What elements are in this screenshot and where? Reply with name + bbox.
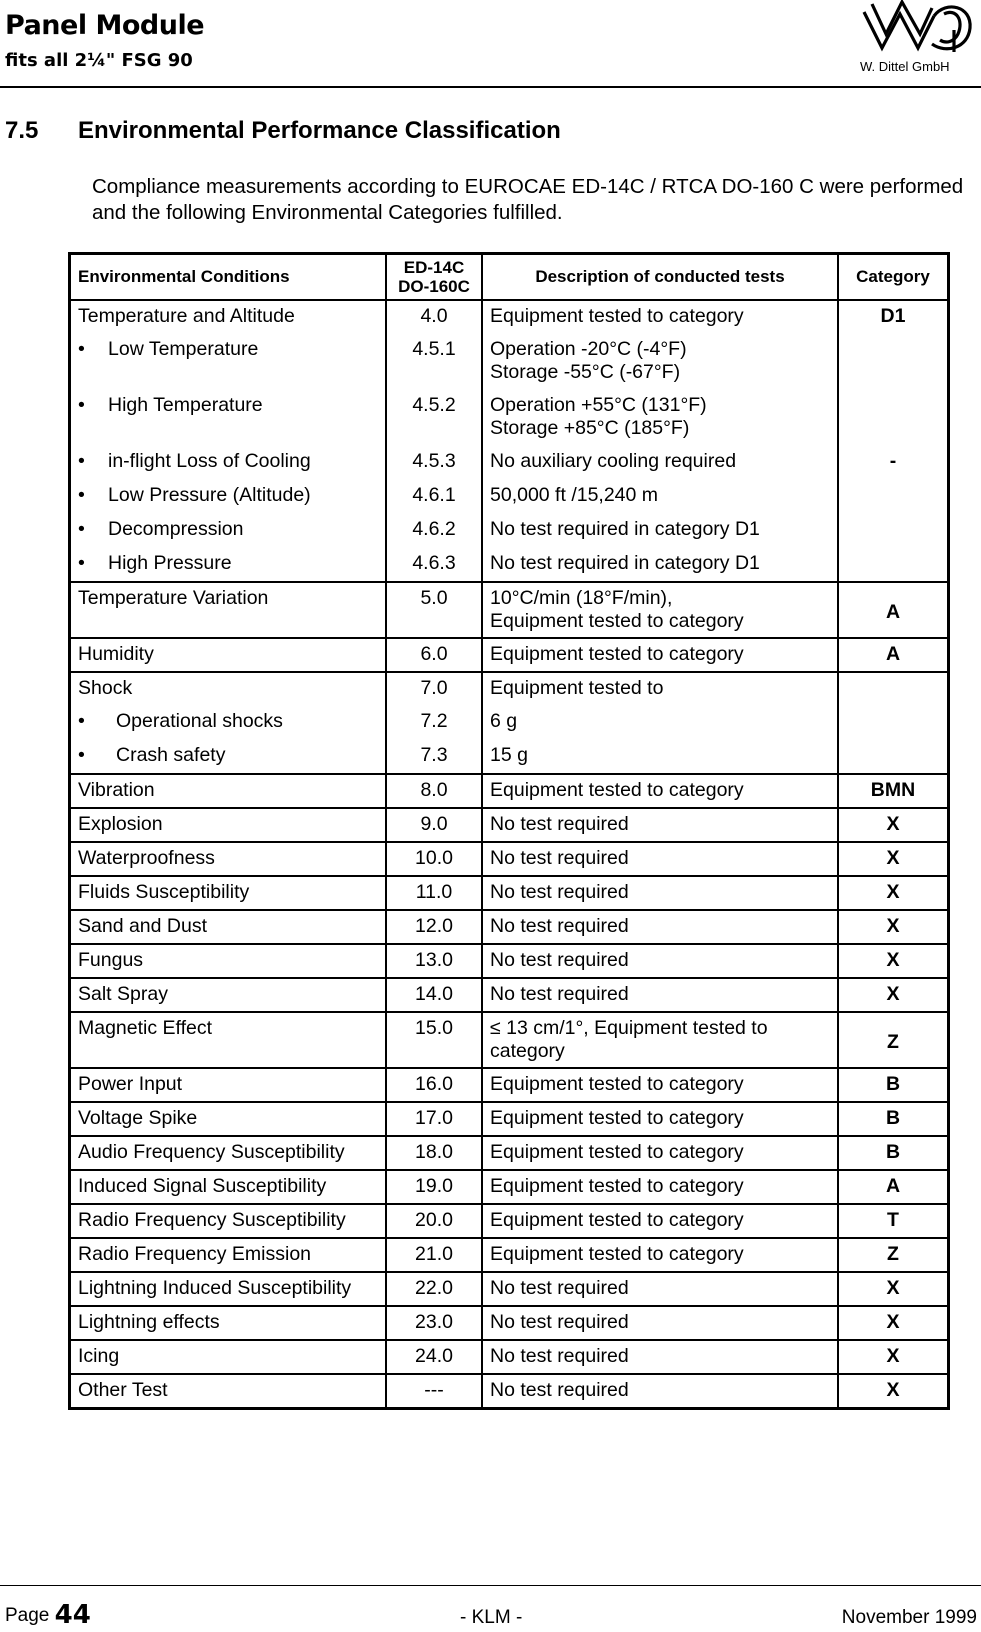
cell-condition: Induced Signal Susceptibility [70,1170,387,1204]
table-row [70,582,949,638]
cell-condition: Fungus [70,944,387,978]
cell-condition: Icing [70,1340,387,1374]
cell-category [838,548,949,582]
environmental-table [68,252,950,1410]
cell-category [838,672,949,706]
cell-description: No test required [482,808,838,842]
cell-condition: • Low Pressure (Altitude) [78,484,311,506]
cell-condition: Fluids Susceptibility [70,876,387,910]
cell-condition: Salt Spray [70,978,387,1012]
cell-condition: Magnetic Effect [70,1012,387,1068]
table-row [70,548,949,582]
table-row [70,672,949,706]
table-row [70,1272,949,1306]
cell-section: 4.5.2 [386,390,482,446]
cell-condition: Waterproofness [70,842,387,876]
cell-condition: Temperature and Altitude [70,300,387,334]
cell-condition: Lightning effects [70,1306,387,1340]
cell-category: Z [838,1238,949,1272]
table-row [70,1306,949,1340]
table-row [70,1238,949,1272]
page-number: 44 [54,1600,91,1630]
cell-condition: Other Test [70,1374,387,1408]
cell-condition: • High Temperature [78,394,263,416]
table-row [70,446,949,480]
cell-condition: Voltage Spike [70,1102,387,1136]
table-row [70,638,949,672]
cell-description: No test required [482,876,838,910]
cell-condition: • in-flight Loss of Cooling [78,450,311,472]
cell-category [838,514,949,548]
dittel-logo-icon [862,0,974,58]
cell-section: 6.0 [386,638,482,672]
cell-section: 24.0 [386,1340,482,1374]
cell-section: 17.0 [386,1102,482,1136]
cell-category: A [838,1170,949,1204]
table-row [70,978,949,1012]
table-header-row [70,254,949,301]
cell-section: 4.6.2 [386,514,482,548]
cell-section: 10.0 [386,842,482,876]
cell-description: Equipment tested to category [482,1204,838,1238]
table-row [70,910,949,944]
cell-condition: Shock [70,672,387,706]
section-number: 7.5 [5,117,39,144]
cell-category: X [838,842,949,876]
company-logo [858,0,978,76]
cell-condition: Radio Frequency Emission [70,1238,387,1272]
table-row [70,808,949,842]
table-row [70,1374,949,1408]
cell-section: 11.0 [386,876,482,910]
cell-category [838,706,949,740]
cell-description: No test required [482,910,838,944]
cell-section: 14.0 [386,978,482,1012]
cell-description: Equipment tested to category [482,1068,838,1102]
cell-category [838,334,949,390]
cell-category: X [838,1340,949,1374]
cell-category [838,390,949,446]
cell-category: B [838,1102,949,1136]
cell-section: 4.6.1 [386,480,482,514]
cell-description: Equipment tested to category [482,638,838,672]
cell-description: No auxiliary cooling required [482,446,838,480]
cell-description: No test required [482,842,838,876]
cell-description: category [490,1040,565,1062]
footer-page [5,1600,91,1630]
cell-category: X [838,876,949,910]
company-name: W. Dittel GmbH [860,59,950,74]
cell-section: 7.0 [386,672,482,706]
cell-condition: • Crash safety [78,744,225,766]
table-row [70,1068,949,1102]
footer-rule [0,1585,981,1586]
cell-condition: Audio Frequency Susceptibility [70,1136,387,1170]
cell-category: B [838,1068,949,1102]
cell-description: No test required [482,1272,838,1306]
cell-description: Storage +85°C (185°F) [490,417,690,439]
cell-condition: • Operational shocks [78,710,283,732]
cell-section: 12.0 [386,910,482,944]
header-description: Description of conducted tests [482,254,838,301]
cell-description: No test required in category D1 [482,548,838,582]
cell-section: 22.0 [386,1272,482,1306]
header-ed-line2: DO-160C [398,277,470,296]
cell-section: 19.0 [386,1170,482,1204]
cell-category [838,480,949,514]
cell-category: X [838,808,949,842]
table-row [70,1102,949,1136]
cell-description: Equipment tested to category [482,1136,838,1170]
cell-section: 9.0 [386,808,482,842]
cell-section: 4.0 [386,300,482,334]
cell-section: 4.5.1 [386,334,482,390]
cell-description: Operation -20°C (-4°F) [490,338,687,360]
table-row [70,1136,949,1170]
cell-section: 8.0 [386,774,482,808]
cell-condition: Humidity [70,638,387,672]
cell-category: X [838,1306,949,1340]
header-ed-line1: ED-14C [403,258,465,277]
table-row [70,300,949,334]
header-ed14c [386,254,482,301]
cell-section: 5.0 [386,582,482,638]
table-row [70,1170,949,1204]
cell-category: X [838,944,949,978]
cell-description: Equipment tested to [482,672,838,706]
cell-condition: Sand and Dust [70,910,387,944]
cell-description: Storage -55°C (-67°F) [490,361,681,383]
table-row [70,876,949,910]
page-label: Page [5,1605,50,1626]
document-subtitle: fits all 2¼" FSG 90 [5,50,193,71]
cell-description: Equipment tested to category [482,1170,838,1204]
table-row [70,334,949,390]
cell-description: 6 g [482,706,838,740]
cell-description: Equipment tested to category [490,610,744,632]
cell-category: A [838,582,949,638]
table-row [70,1340,949,1374]
cell-category: - [889,450,897,472]
table-row [70,1012,949,1068]
cell-section: 16.0 [386,1068,482,1102]
cell-category: X [838,1374,949,1408]
header-rule [0,86,981,88]
cell-category: T [838,1204,949,1238]
table-row [70,706,949,740]
cell-condition: • Low Temperature [78,338,258,360]
cell-section: 7.2 [386,706,482,740]
cell-category: BMN [838,774,949,808]
cell-description: Equipment tested to category [482,774,838,808]
cell-description: No test required [482,1306,838,1340]
cell-description: No test required [482,1340,838,1374]
cell-description: Equipment tested to category [482,1102,838,1136]
footer-date: November 1999 [841,1607,977,1628]
cell-category: X [838,978,949,1012]
cell-condition: Power Input [70,1068,387,1102]
cell-condition: Lightning Induced Susceptibility [70,1272,387,1306]
cell-condition: Explosion [70,808,387,842]
cell-description: 50,000 ft /15,240 m [482,480,838,514]
cell-description: No test required [482,1374,838,1408]
cell-condition: Radio Frequency Susceptibility [70,1204,387,1238]
table-row [70,842,949,876]
cell-section: 4.6.3 [386,548,482,582]
cell-description: Equipment tested to category [482,300,838,334]
cell-section: 23.0 [386,1306,482,1340]
cell-description: 10°C/min (18°F/min), [490,587,673,609]
cell-description: No test required in category D1 [482,514,838,548]
table-row [70,1204,949,1238]
cell-category: A [838,638,949,672]
cell-section: 18.0 [386,1136,482,1170]
table-row [70,740,949,774]
cell-category: X [838,1272,949,1306]
table-row [70,390,949,446]
table-row [70,514,949,548]
section-title: Environmental Performance Classification [78,117,561,144]
document-title: Panel Module [5,10,205,41]
table-row [70,480,949,514]
cell-section: 4.5.3 [386,446,482,480]
cell-category [838,740,949,774]
cell-description: Operation +55°C (131°F) [490,394,707,416]
cell-description: Equipment tested to category [482,1238,838,1272]
footer-center: - KLM - [460,1607,523,1628]
cell-section: --- [386,1374,482,1408]
header-category: Category [838,254,949,301]
cell-section: 13.0 [386,944,482,978]
header-conditions: Environmental Conditions [70,254,387,301]
cell-section: 7.3 [386,740,482,774]
intro-paragraph: Compliance measurements according to EUROCAE ED-14C / RTCA DO-160 C were performed and the following Environmental Categories fulfilled. [92,175,964,224]
cell-condition: • High Pressure [78,552,232,574]
cell-category: X [838,910,949,944]
cell-condition: • Decompression [78,518,243,540]
cell-condition: Vibration [70,774,387,808]
cell-description: No test required [482,944,838,978]
cell-section: 20.0 [386,1204,482,1238]
cell-category: D1 [838,300,949,334]
table-row [70,774,949,808]
cell-description: No test required [482,978,838,1012]
cell-section: 21.0 [386,1238,482,1272]
table-row [70,944,949,978]
cell-section: 15.0 [386,1012,482,1068]
cell-condition: Temperature Variation [70,582,387,638]
cell-category: Z [838,1012,949,1068]
cell-category: B [838,1136,949,1170]
cell-description: 15 g [482,740,838,774]
cell-description: ≤ 13 cm/1°, Equipment tested to [490,1017,768,1039]
